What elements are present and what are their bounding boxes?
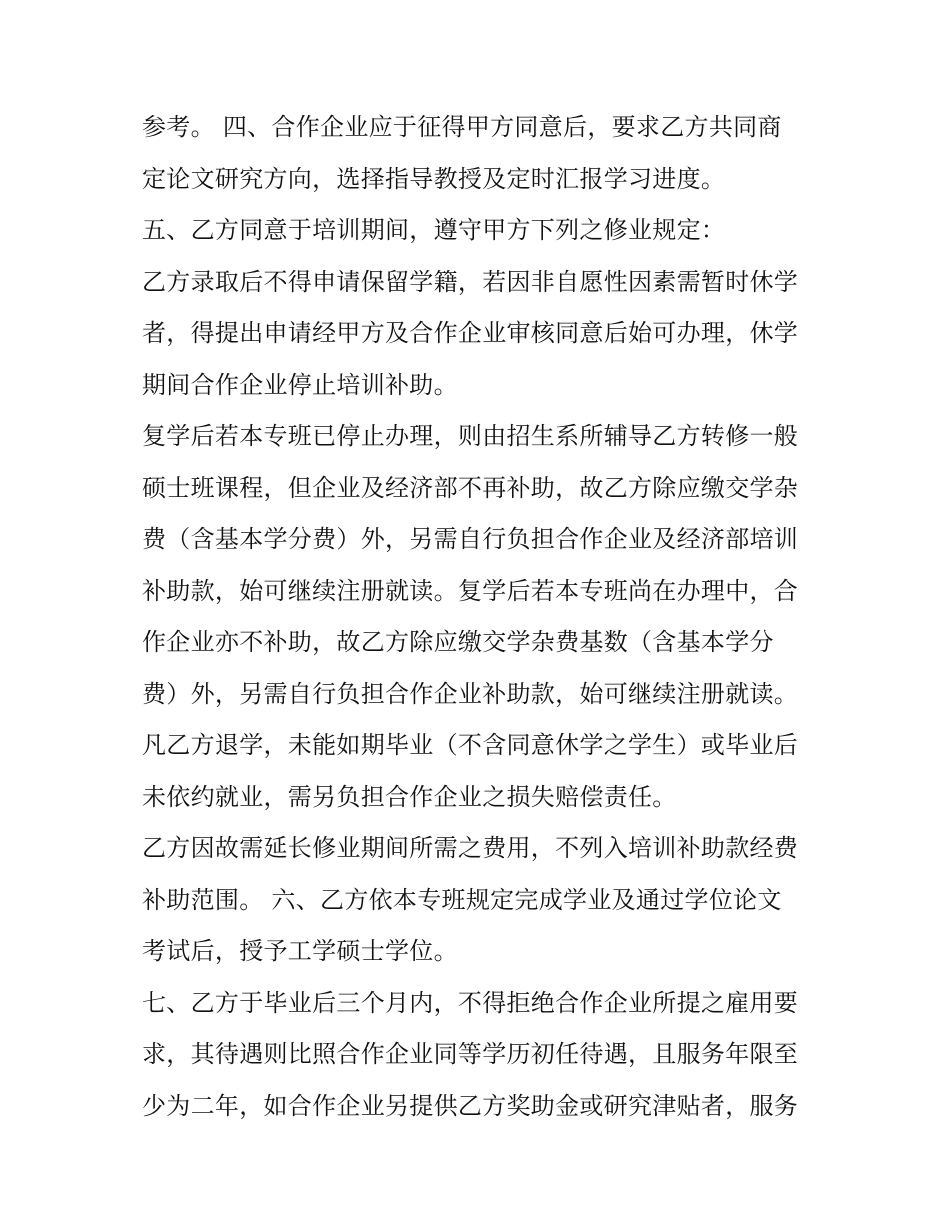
text-line-8: 硕士班课程，但企业及经济部不再补助，故乙方除应缴交学杂	[142, 473, 799, 502]
text-line-3: 五、乙方同意于培训期间，遵守甲方下列之修业规定：	[142, 216, 726, 244]
text-line-4: 乙方录取后不得申请保留学籍，若因非自愿性因素需暂时休学	[142, 267, 799, 296]
text-line-13: 凡乙方退学，未能如期毕业（不含同意休学之学生）或毕业后	[142, 731, 799, 759]
text-line-12: 费）外，另需自行负担合作企业补助款，始可继续注册就读。	[142, 679, 799, 708]
text-line-9: 费（含基本学分费）外，另需自行负担合作企业及经济部培训	[142, 525, 799, 553]
text-line-11: 作企业亦不补助，故乙方除应缴交学杂费基数（含基本学分	[142, 628, 774, 656]
document-body	[142, 102, 822, 1132]
text-line-1: 参考。 四、合作企业应于征得甲方同意后，要求乙方共同商	[142, 113, 782, 141]
text-line-15: 乙方因故需延长修业期间所需之费用，不列入培训补助款经费	[142, 834, 799, 862]
text-line-6: 期间合作企业停止培训补助。	[142, 370, 458, 399]
text-line-2: 定论文研究方向，选择指导教授及定时汇报学习进度。	[142, 164, 726, 193]
text-line-14: 未依约就业，需另负担合作企业之损失赔偿责任。	[142, 782, 677, 811]
text-line-10: 补助款，始可继续注册就读。复学后若本专班尚在办理中，合	[142, 576, 799, 605]
text-line-18: 七、乙方于毕业后三个月内，不得拒绝合作企业所提之雇用要	[142, 988, 799, 1017]
text-line-17: 考试后，授予工学硕士学位。	[142, 937, 458, 965]
text-line-5: 者，得提出申请经甲方及合作企业审核同意后始可办理，休学	[142, 319, 799, 347]
text-line-7: 复学后若本专班已停止办理，则由招生系所辅导乙方转修一般	[142, 422, 799, 450]
text-line-19: 求，其待遇则比照合作企业同等学历初任待遇，且服务年限至	[142, 1040, 799, 1068]
text-line-20: 少为二年，如合作企业另提供乙方奖助金或研究津贴者，服务	[142, 1091, 799, 1120]
text-line-16: 补助范围。 六、乙方依本专班规定完成学业及通过学位论文	[142, 885, 782, 914]
